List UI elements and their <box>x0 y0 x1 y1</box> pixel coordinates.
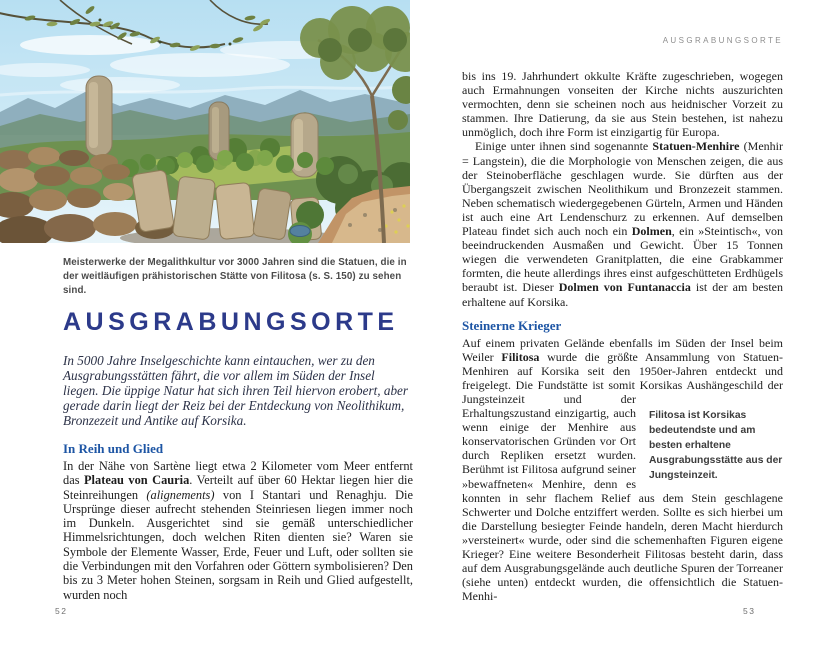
section-paragraph-filitosa <box>462 336 783 604</box>
left-page <box>63 256 413 602</box>
margin-note: Filitosa ist Korsikas bedeutendste und am besten erhaltene Ausgrabungsstätte aus der Jungsteinzeit. <box>649 409 783 481</box>
paragraph-text: schild der Jungsteinzeit und der Erhaltungszustand einzigartig, auch wenn einige der Menhire aus konservatorischen Gründen vor Ort durch Repliken ersetzt wurden. Berühmt ist Filitosa aufgrund seiner »bewaffneten« Menhire, denn es konnten in sehr flachem Relief aus dem Stein geschlagene Schwerter und Dolche entziffert werden. Sollte es sich hierbei um die Darstellung besiegter Feinde handeln, deren Macht hierdurch »versteinert« wurde, oder sind die schemenhaften Figuren eigene Krieger? Eine weitere Besonderheit Filitosas besteht darin, dass auf dem Ausgrabungsgelände auch deutliche Spuren der Torreaner (siehe unten) entdeckt wurden, die offensichtlich die Statuen-Menhi- <box>462 377 783 604</box>
section-heading-steinerne-krieger: Steinerne Krieger <box>462 317 562 333</box>
section-heading-reih-und-glied: In Reih und Glied <box>63 441 164 456</box>
intro-text: In 5000 Jahre Inselgeschichte kann eintauchen, wer zu den Ausgrabungsstätten fährt, die vor allem im Süden der Insel liegen. Die üppige Natur hat sich ihren Teil hiervon erobert, aber gerade darin liegt der Reiz bei der Entdeckung von Neolithikum, Bronzezeit und Antike auf Korsika. <box>63 353 409 428</box>
paragraph-statuen-menhire: Einige unter ihnen sind sogenannte Statuen-Menhire (Menhir = Langstein), die die Morphologie von Menschen zeigen, die aus der Steinoberfläche geschlagen wurde. Sie dürften aus der Übergangszeit zwischen Neolithikum und Bronzezeit stammen. Neben schematisch wiedergegebenen Gürteln, Armen und Händen ist auch eine Art Lendenschurz zu erkennen. Auf demselben Plateau findet sich auch noch ein Dolmen, ein »Steintisch«, von beeindruckenden Ausmaßen und Gewicht. Über 15 Tonnen wiegen die verwendeten Granitplatten, die eine Grabkammer formten, die heute allerdings ihres einst aufgeschütteten Erdhügels beraubt ist. Dieser Dolmen von Funtanaccia ist der am besten erhaltene auf Korsika. <box>462 139 783 309</box>
page-number-left: 52 <box>55 606 68 616</box>
photo-caption: Meisterwerke der Megalithkultur vor 3000 Jahren sind die Statuen, die in der weitläufigen prähistorischen Stätte von Filitosa (s. S. 150) zu sehen sind. <box>63 257 407 296</box>
section-paragraph: In der Nähe von Sartène liegt etwa 2 Kilometer vom Meer entfernt das Plateau von Cauria. Verteilt auf über 60 Hektar liegen hier die Steinreihungen (alignements) von I Stantari und Renaghju. Die Ursprünge dieser aufrecht stehenden Steinriesen liegen immer noch im Dunkeln. Ausgerichtet sind sie gemäß unterschiedlicher Himmelsrichtungen, doch welchen Riten dienten sie? Waren sie Symbole der Elemente Wasser, Erde, Feuer und Luft, oder sollten sie die Verbindungen mit den Vorfahren oder Göttern symbolisieren? Den bis zu 3 Meter hohen Steinen, sorgsam in Reih und Glied aufgestellt, wurden noch <box>63 459 413 602</box>
page-title: AUSGRABUNGSORTE <box>63 308 399 336</box>
right-page <box>462 36 783 603</box>
paragraph-continuation: bis ins 19. Jahrhundert okkulte Kräfte zugeschrieben, wogegen auch Ermahnungen vonseiten der Kirche nichts auszurichten vermochten, denn sie scheinen noch aus heidnischer Vorzeit zu stammen. Ihre Datierung, da sie aus Stein bestehen, ist nahezu unmöglich, doch ihre Form ist einzigartig für Europa. <box>462 69 783 140</box>
page-number-right: 53 <box>743 606 756 616</box>
filitosa-photo <box>0 0 410 243</box>
running-head: AUSGRABUNGSORTE <box>662 36 783 45</box>
paragraph-text: Auf einem privaten Gelände ebenfalls im Süden der Insel beim Weiler Filitosa wurde die größte Ansammlung von Statuen-Menhiren auf Korsika seit den 1950er-Jahren entdeckt und freigelegt. Die Fundstätte ist somit Korsikas Aushänge <box>462 335 784 392</box>
landscape-illustration <box>0 0 410 243</box>
